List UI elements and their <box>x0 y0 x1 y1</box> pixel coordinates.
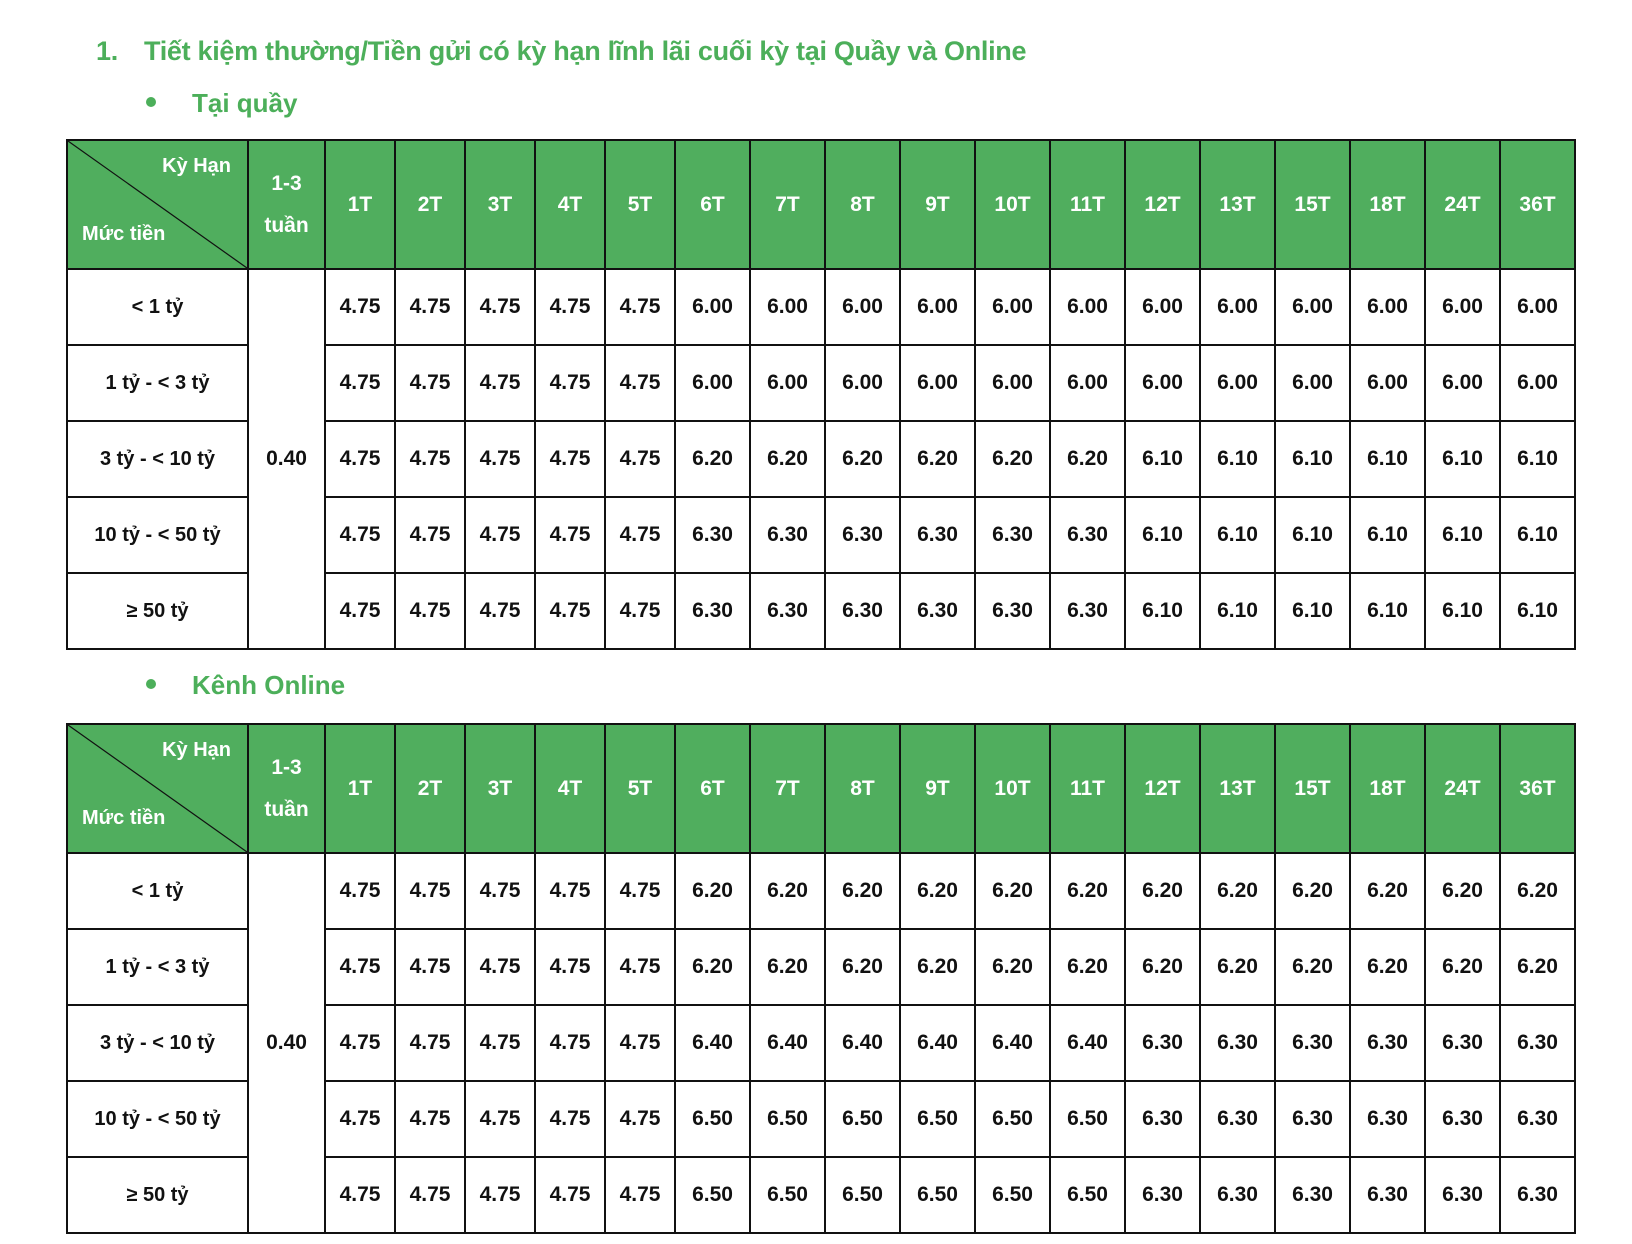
rate-cell: 4.75 <box>605 1081 675 1157</box>
rate-cell: 4.75 <box>465 497 535 573</box>
rate-cell: 6.00 <box>1500 345 1575 421</box>
amount-axis-label: Mức tiền <box>82 223 166 245</box>
rate-cell: 6.20 <box>975 421 1050 497</box>
rate-cell: 4.75 <box>465 1157 535 1233</box>
rate-cell: 6.50 <box>675 1157 750 1233</box>
rate-cell: 6.10 <box>1200 573 1275 649</box>
rate-cell: 4.75 <box>325 269 395 345</box>
bullet-icon <box>146 97 156 107</box>
term-header: 15T <box>1275 724 1350 853</box>
rate-cell: 4.75 <box>535 497 605 573</box>
rate-cell: 6.30 <box>1275 1081 1350 1157</box>
rate-cell: 6.10 <box>1125 421 1200 497</box>
rate-cell: 6.40 <box>750 1005 825 1081</box>
rate-cell: 6.30 <box>1125 1005 1200 1081</box>
weeks-header <box>248 724 325 853</box>
rate-cell: 6.30 <box>1200 1005 1275 1081</box>
rate-cell: 6.20 <box>1425 853 1500 929</box>
rate-cell: 6.00 <box>1050 269 1125 345</box>
term-header: 4T <box>535 724 605 853</box>
rate-cell: 4.75 <box>465 853 535 929</box>
corner-header <box>67 724 248 853</box>
rate-cell: 6.00 <box>1425 269 1500 345</box>
rate-cell: 6.40 <box>975 1005 1050 1081</box>
bullet-icon <box>146 679 156 689</box>
rate-cell: 6.40 <box>825 1005 900 1081</box>
subsection-label: Kênh Online <box>192 670 346 700</box>
rate-cell: 6.20 <box>1200 853 1275 929</box>
rate-cell: 4.75 <box>395 497 465 573</box>
term-header: 4T <box>535 140 605 269</box>
rate-cell: 4.75 <box>325 497 395 573</box>
term-header: 36T <box>1500 724 1575 853</box>
rate-cell: 6.20 <box>1275 929 1350 1005</box>
rate-cell: 6.10 <box>1200 421 1275 497</box>
rate-cell: 4.75 <box>325 1081 395 1157</box>
rate-cell: 6.10 <box>1425 421 1500 497</box>
rate-cell: 4.75 <box>465 1005 535 1081</box>
rate-cell: 6.30 <box>1425 1157 1500 1233</box>
rate-cell: 6.20 <box>975 929 1050 1005</box>
rate-cell: 6.00 <box>675 345 750 421</box>
header-row <box>67 140 1575 269</box>
rate-cell: 4.75 <box>325 853 395 929</box>
rate-cell: 6.10 <box>1350 497 1425 573</box>
rate-cell: 4.75 <box>465 929 535 1005</box>
rate-cell: 4.75 <box>605 573 675 649</box>
term-header: 5T <box>605 140 675 269</box>
rate-cell: 4.75 <box>465 345 535 421</box>
rate-cell: 6.20 <box>1200 929 1275 1005</box>
rate-cell: 4.75 <box>325 1157 395 1233</box>
rate-cell: 6.20 <box>900 929 975 1005</box>
term-header: 24T <box>1425 140 1500 269</box>
term-header: 13T <box>1200 140 1275 269</box>
rate-cell: 6.20 <box>900 853 975 929</box>
term-header: 6T <box>675 140 750 269</box>
term-header: 3T <box>465 140 535 269</box>
table-row <box>67 269 1575 345</box>
rate-cell: 6.20 <box>975 853 1050 929</box>
rate-cell: 6.30 <box>675 497 750 573</box>
rate-cell: 6.10 <box>1500 421 1575 497</box>
rate-cell: 4.75 <box>395 1081 465 1157</box>
term-header: 9T <box>900 724 975 853</box>
term-header: 10T <box>975 140 1050 269</box>
rate-cell: 6.10 <box>1275 497 1350 573</box>
rate-cell: 4.75 <box>395 929 465 1005</box>
rate-cell: 6.20 <box>825 929 900 1005</box>
rate-cell: 6.00 <box>825 269 900 345</box>
rate-cell: 4.75 <box>535 269 605 345</box>
table-row <box>67 853 1575 929</box>
rate-cell: 4.75 <box>325 421 395 497</box>
rate-cell: 6.30 <box>1350 1081 1425 1157</box>
rate-cell: 6.50 <box>1050 1157 1125 1233</box>
rate-cell: 6.50 <box>900 1081 975 1157</box>
term-header: 1T <box>325 140 395 269</box>
rate-cell: 4.75 <box>535 1157 605 1233</box>
rate-cell: 6.50 <box>975 1157 1050 1233</box>
rate-cell: 4.75 <box>535 929 605 1005</box>
rate-cell: 4.75 <box>395 1157 465 1233</box>
rate-cell: 4.75 <box>605 421 675 497</box>
rate-cell: 6.10 <box>1200 497 1275 573</box>
rate-cell: 6.20 <box>750 929 825 1005</box>
rate-cell: 6.20 <box>675 421 750 497</box>
rate-cell: 4.75 <box>325 1005 395 1081</box>
rate-cell: 6.50 <box>750 1157 825 1233</box>
tier-label: < 1 tỷ <box>67 853 248 929</box>
amount-axis-label: Mức tiền <box>82 807 166 829</box>
rate-cell: 4.75 <box>535 853 605 929</box>
rate-cell: 6.00 <box>1125 269 1200 345</box>
rate-cell: 6.30 <box>1125 1081 1200 1157</box>
rate-cell: 4.75 <box>325 345 395 421</box>
rate-cell: 4.75 <box>535 345 605 421</box>
rate-cell: 6.30 <box>900 573 975 649</box>
rate-cell: 6.00 <box>675 269 750 345</box>
rate-cell: 6.30 <box>1500 1081 1575 1157</box>
rate-cell: 6.00 <box>975 345 1050 421</box>
rate-cell: 6.20 <box>750 853 825 929</box>
rate-cell: 6.20 <box>1050 421 1125 497</box>
term-header: 2T <box>395 140 465 269</box>
rate-cell: 4.75 <box>605 497 675 573</box>
term-header: 9T <box>900 140 975 269</box>
rate-cell: 6.00 <box>1350 345 1425 421</box>
rate-cell: 6.30 <box>975 497 1050 573</box>
rate-cell: 6.30 <box>1200 1157 1275 1233</box>
rate-cell: 6.30 <box>1050 573 1125 649</box>
tier-label: 3 tỷ - < 10 tỷ <box>67 1005 248 1081</box>
rate-cell: 6.00 <box>975 269 1050 345</box>
rate-cell: 6.20 <box>1050 929 1125 1005</box>
subsection-label: Tại quầy <box>192 88 298 118</box>
rate-cell: 6.00 <box>1200 345 1275 421</box>
rate-cell: 4.75 <box>465 421 535 497</box>
rate-cell: 6.00 <box>1275 345 1350 421</box>
term-header: 18T <box>1350 724 1425 853</box>
rate-cell: 6.00 <box>1125 345 1200 421</box>
section-number: 1. <box>96 36 118 66</box>
corner-header <box>67 140 248 269</box>
rate-cell: 6.20 <box>1125 929 1200 1005</box>
rate-cell: 4.75 <box>605 853 675 929</box>
rate-cell: 4.75 <box>325 929 395 1005</box>
rate-cell: 6.30 <box>750 573 825 649</box>
rate-table-online <box>66 723 1576 1234</box>
rate-cell: 6.10 <box>1500 497 1575 573</box>
weeks-header-line1: 1-3 <box>271 755 302 779</box>
rate-cell: 4.75 <box>395 269 465 345</box>
weeks-rate: 0.40 <box>248 269 325 649</box>
tier-label: 1 tỷ - < 3 tỷ <box>67 345 248 421</box>
rate-cell: 6.00 <box>750 345 825 421</box>
rate-cell: 4.75 <box>535 1081 605 1157</box>
term-header: 2T <box>395 724 465 853</box>
header-row <box>67 724 1575 853</box>
term-header: 11T <box>1050 724 1125 853</box>
term-header: 18T <box>1350 140 1425 269</box>
rate-cell: 6.20 <box>1500 853 1575 929</box>
weeks-header-line1: 1-3 <box>271 171 302 195</box>
term-header: 5T <box>605 724 675 853</box>
rate-cell: 4.75 <box>605 269 675 345</box>
subsection-counter <box>146 88 297 119</box>
rate-table-counter <box>66 139 1576 650</box>
rate-cell: 4.75 <box>325 573 395 649</box>
rate-cell: 6.20 <box>900 421 975 497</box>
rate-cell: 4.75 <box>535 1005 605 1081</box>
rate-cell: 6.20 <box>825 421 900 497</box>
rate-cell: 6.30 <box>1200 1081 1275 1157</box>
rate-cell: 6.00 <box>1200 269 1275 345</box>
term-axis-label: Kỳ Hạn <box>162 155 231 177</box>
term-header: 8T <box>825 724 900 853</box>
rate-cell: 6.10 <box>1425 497 1500 573</box>
rate-cell: 6.00 <box>900 269 975 345</box>
rate-cell: 6.20 <box>825 853 900 929</box>
rate-cell: 6.30 <box>1275 1157 1350 1233</box>
rate-cell: 6.10 <box>1500 573 1575 649</box>
rate-cell: 6.20 <box>675 853 750 929</box>
tier-label: ≥ 50 tỷ <box>67 1157 248 1233</box>
weeks-header-line2: tuần <box>264 797 309 821</box>
weeks-header <box>248 140 325 269</box>
rate-cell: 6.20 <box>750 421 825 497</box>
tier-label: 1 tỷ - < 3 tỷ <box>67 929 248 1005</box>
rate-cell: 4.75 <box>395 421 465 497</box>
term-header: 11T <box>1050 140 1125 269</box>
rate-cell: 6.10 <box>1275 421 1350 497</box>
rate-cell: 6.00 <box>1350 269 1425 345</box>
term-header: 24T <box>1425 724 1500 853</box>
rate-cell: 6.30 <box>1500 1157 1575 1233</box>
rate-cell: 4.75 <box>535 421 605 497</box>
term-header: 13T <box>1200 724 1275 853</box>
rate-cell: 6.00 <box>750 269 825 345</box>
rate-cell: 4.75 <box>395 1005 465 1081</box>
rate-cell: 4.75 <box>605 929 675 1005</box>
rate-cell: 6.30 <box>750 497 825 573</box>
term-header: 15T <box>1275 140 1350 269</box>
rate-cell: 6.30 <box>1425 1081 1500 1157</box>
rate-cell: 6.20 <box>1350 929 1425 1005</box>
rate-cell: 6.40 <box>675 1005 750 1081</box>
weeks-header-line2: tuần <box>264 213 309 237</box>
rate-cell: 6.50 <box>975 1081 1050 1157</box>
rate-cell: 6.00 <box>1050 345 1125 421</box>
rate-cell: 6.50 <box>825 1157 900 1233</box>
rate-cell: 6.20 <box>1425 929 1500 1005</box>
rate-cell: 6.00 <box>1425 345 1500 421</box>
rate-cell: 6.20 <box>1125 853 1200 929</box>
term-header: 8T <box>825 140 900 269</box>
rate-cell: 6.30 <box>1350 1005 1425 1081</box>
rate-cell: 6.50 <box>900 1157 975 1233</box>
term-header: 7T <box>750 140 825 269</box>
rate-cell: 6.30 <box>1425 1005 1500 1081</box>
tier-label: < 1 tỷ <box>67 269 248 345</box>
rate-cell: 6.00 <box>825 345 900 421</box>
rate-cell: 6.50 <box>1050 1081 1125 1157</box>
term-header: 36T <box>1500 140 1575 269</box>
tier-label: ≥ 50 tỷ <box>67 573 248 649</box>
subsection-online <box>146 670 345 701</box>
rate-cell: 4.75 <box>605 345 675 421</box>
rate-cell: 6.30 <box>900 497 975 573</box>
section-title <box>96 36 1026 67</box>
rate-cell: 4.75 <box>395 345 465 421</box>
rate-cell: 4.75 <box>395 573 465 649</box>
rate-cell: 6.30 <box>1350 1157 1425 1233</box>
rate-cell: 6.20 <box>675 929 750 1005</box>
term-header: 6T <box>675 724 750 853</box>
rate-cell: 6.30 <box>675 573 750 649</box>
rate-cell: 4.75 <box>465 269 535 345</box>
rate-cell: 6.10 <box>1425 573 1500 649</box>
rate-cell: 6.00 <box>1275 269 1350 345</box>
term-header: 10T <box>975 724 1050 853</box>
rate-cell: 6.10 <box>1275 573 1350 649</box>
rate-cell: 6.30 <box>825 573 900 649</box>
rate-cell: 4.75 <box>395 853 465 929</box>
term-header: 7T <box>750 724 825 853</box>
rate-cell: 4.75 <box>465 1081 535 1157</box>
rate-cell: 6.00 <box>900 345 975 421</box>
weeks-rate: 0.40 <box>248 853 325 1233</box>
rate-cell: 6.30 <box>1500 1005 1575 1081</box>
rate-cell: 4.75 <box>605 1005 675 1081</box>
tier-label: 10 tỷ - < 50 tỷ <box>67 1081 248 1157</box>
rate-cell: 6.30 <box>975 573 1050 649</box>
section-title-text: Tiết kiệm thường/Tiền gửi có kỳ hạn lĩnh lãi cuối kỳ tại Quầy và Online <box>144 36 1027 66</box>
term-axis-label: Kỳ Hạn <box>162 739 231 761</box>
rate-cell: 6.20 <box>1275 853 1350 929</box>
rate-cell: 6.50 <box>825 1081 900 1157</box>
rate-cell: 6.10 <box>1350 573 1425 649</box>
rate-cell: 6.30 <box>825 497 900 573</box>
term-header: 1T <box>325 724 395 853</box>
rate-cell: 6.00 <box>1500 269 1575 345</box>
rate-cell: 4.75 <box>465 573 535 649</box>
rate-cell: 6.40 <box>1050 1005 1125 1081</box>
tier-label: 10 tỷ - < 50 tỷ <box>67 497 248 573</box>
tier-label: 3 tỷ - < 10 tỷ <box>67 421 248 497</box>
rate-cell: 6.30 <box>1275 1005 1350 1081</box>
rate-cell: 6.30 <box>1050 497 1125 573</box>
rate-cell: 4.75 <box>605 1157 675 1233</box>
term-header: 3T <box>465 724 535 853</box>
rate-cell: 6.50 <box>675 1081 750 1157</box>
rate-cell: 6.20 <box>1350 853 1425 929</box>
rate-cell: 6.10 <box>1125 573 1200 649</box>
rate-cell: 6.30 <box>1125 1157 1200 1233</box>
term-header: 12T <box>1125 140 1200 269</box>
rate-cell: 4.75 <box>535 573 605 649</box>
rate-cell: 6.10 <box>1125 497 1200 573</box>
rate-cell: 6.20 <box>1050 853 1125 929</box>
term-header: 12T <box>1125 724 1200 853</box>
rate-cell: 6.40 <box>900 1005 975 1081</box>
rate-cell: 6.50 <box>750 1081 825 1157</box>
rate-cell: 6.20 <box>1500 929 1575 1005</box>
rate-cell: 6.10 <box>1350 421 1425 497</box>
